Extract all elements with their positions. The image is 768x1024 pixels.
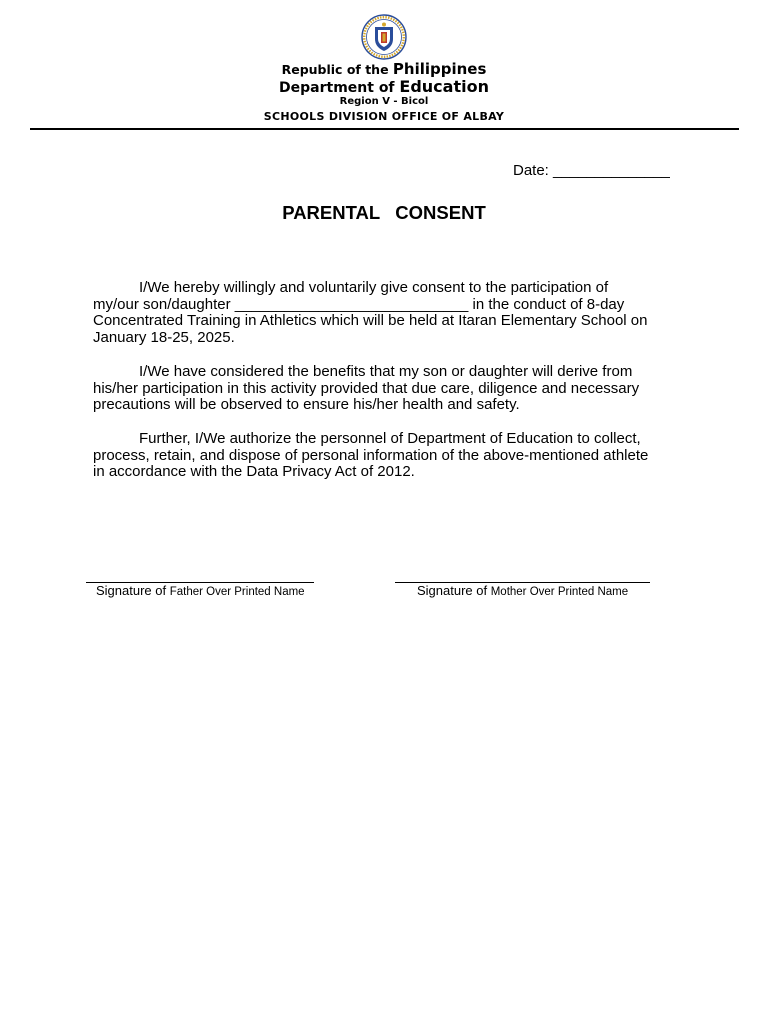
paragraph-line: January 18-25, 2025.: [93, 329, 235, 347]
document-title: PARENTAL CONSENT: [282, 202, 486, 223]
consent-paragraph-3: [93, 431, 683, 481]
paragraph-line: in accordance with the Data Privacy Act of 2012.: [93, 463, 415, 481]
father-signature-label: [96, 583, 305, 598]
division-line: SCHOOLS DIVISION OFFICE OF ALBAY: [263, 110, 505, 123]
mother-signature-prefix: Signature of: [417, 583, 491, 598]
paragraph-line: precautions will be observed to ensure his/her health and safety.: [93, 396, 520, 414]
mother-signature-rest: Mother Over Printed Name: [490, 586, 629, 598]
consent-paragraph-1: [93, 280, 683, 347]
department-name: Education: [399, 77, 489, 96]
father-signature-rest: Father Over Printed Name: [169, 586, 305, 598]
date-field: Date: ______________: [513, 162, 670, 179]
republic-name: Philippines: [392, 60, 487, 78]
consent-paragraph-2: [93, 364, 683, 414]
paragraph-line: my/our son/daughter ____________________________ in the conduct of 8-day: [93, 295, 625, 313]
paragraph-line: I/We hereby willingly and voluntarily give consent to the participation of: [139, 279, 609, 296]
paragraph-line: Concentrated Training in Athletics which will be held at Itaran Elementary School on: [93, 312, 648, 330]
paragraph-line: his/her participation in this activity provided that due care, diligence and necessary: [93, 379, 640, 397]
region-line: Region V - Bicol: [339, 96, 429, 107]
republic-line: [0, 60, 768, 78]
paragraph-line: Further, I/We authorize the personnel of Department of Education to collect,: [139, 430, 641, 447]
deped-seal-logo: [361, 14, 407, 60]
department-prefix: Department of: [279, 80, 400, 96]
department-line: [0, 77, 768, 96]
header-divider: [30, 128, 739, 130]
republic-prefix: Republic of the: [281, 62, 393, 77]
paragraph-line: I/We have considered the benefits that my son or daughter will derive from: [139, 363, 633, 380]
mother-signature-label: [417, 583, 628, 598]
paragraph-line: process, retain, and dispose of personal information of the above-mentioned athlete: [93, 446, 649, 464]
father-signature-prefix: Signature of: [96, 583, 170, 598]
